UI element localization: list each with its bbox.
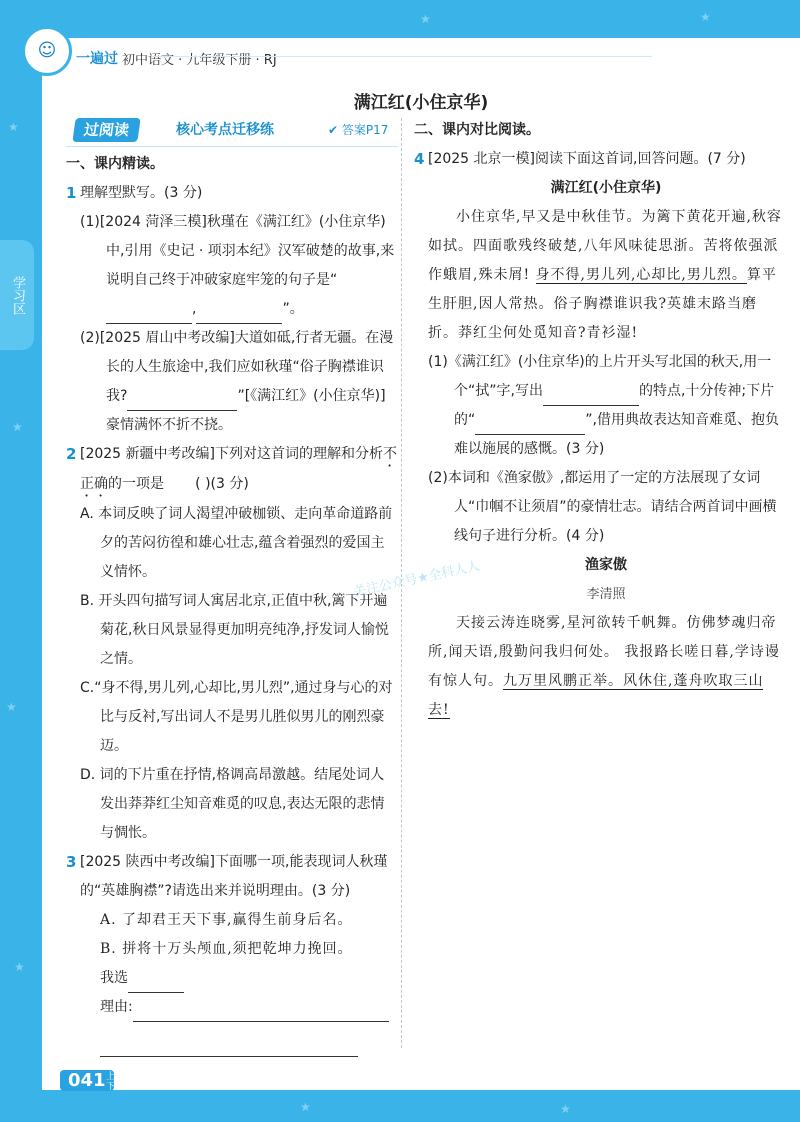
option-a: A. 了却君王天下事,赢得生前身后名。	[100, 912, 353, 928]
brand-name: 一遍过	[76, 51, 118, 67]
question-3	[66, 848, 398, 1057]
star-icon: ★	[8, 120, 19, 134]
answer-blank[interactable]	[106, 305, 192, 324]
question-number: 1	[66, 184, 77, 202]
header-divider	[152, 56, 652, 57]
poem-text: 天接云涛连晓雾,星河欲转千帆舞。仿佛梦魂归帝所,闻天语,殷勤问我归何处。 我报路长嗟日暮,学诗谩有惊人句。九万里风鹏正举。风休住,蓬舟吹取三山去!	[428, 615, 780, 718]
poem-title: 满江红(小住京华)	[550, 180, 662, 196]
poem-text: 小住京华,早又是中秋佳节。为篱下黄花开遍,秋容如拭。四面歌残终破楚,八年风味徒思浙。苦将侬强派作蛾眉,殊未屑! 身不得,男儿列,心却比,男儿烈。算平生肝胆,因人常热。俗子胸襟谁识我?英雄末路当磨折。莽红尘何处觅知音?青衫湿!	[428, 209, 782, 341]
section-heading-1: 一、课内精读。	[66, 156, 164, 172]
check-icon: ✔	[328, 123, 342, 137]
question-number: 2	[66, 445, 77, 463]
answer-blank[interactable]	[196, 305, 282, 324]
banner-underline	[66, 146, 398, 147]
watermark: 关注公众号★全科人人	[352, 558, 482, 601]
left-column	[66, 116, 398, 1057]
emphasis-text: 不正确	[80, 446, 398, 492]
option-a: A. 本词反映了词人渴望冲破枷锁、走向革命道路前夕的苦闷彷徨和雄心壮志,蕴含着强烈的爱国主义情怀。	[80, 506, 393, 580]
option-b: B. 开头四句描写词人寓居北京,正值中秋,篱下开遍菊花,秋日风景显得更加明亮纯净,抒发词人愉悦之情。	[80, 593, 389, 667]
star-icon: ★	[14, 960, 25, 974]
question-number: 4	[414, 150, 425, 168]
star-icon: ★	[300, 1100, 311, 1114]
reason-line: 理由:	[80, 993, 398, 1022]
star-icon: ★	[560, 1102, 571, 1116]
reason-blank[interactable]	[100, 1038, 358, 1057]
answer-ref-text: 答案P17	[341, 123, 389, 137]
question-number: 3	[66, 853, 77, 871]
answer-blank[interactable]	[543, 387, 639, 406]
question-2	[66, 440, 398, 848]
section-heading-2: 二、课内对比阅读。	[414, 122, 540, 138]
section-banner	[66, 116, 398, 146]
option-b: B. 拼将十万头颅血,须把乾坤力挽回。	[100, 941, 353, 957]
page-title: 满江红(小住京华)	[353, 93, 489, 113]
underlined-line: 身不得,男儿列,心却比,男儿烈。	[535, 267, 747, 283]
poem-title: 渔家傲	[585, 557, 627, 573]
footer-note: 上课认真听 下课练天天	[106, 1072, 152, 1092]
star-icon: ★	[700, 10, 711, 24]
underlined-line: 九万里风鹏正举。风休住,蓬舟吹取三山去!	[428, 673, 764, 718]
sub-question-1: (1)[2024 菏泽三模]秋瑾在《满江红》(小住京华)中,引用《史记 · 项羽本纪》汉军破楚的故事,来说明自己终于冲破家庭牢笼的句子是“, ”。	[80, 208, 398, 324]
right-column	[414, 116, 784, 725]
sidebar-tab[interactable]: 学习区	[0, 240, 34, 350]
choice-blank[interactable]	[128, 974, 184, 993]
question-stem: [2025 北京一模]阅读下面这首词,回答问题。(7 分)	[428, 151, 746, 167]
header	[37, 38, 800, 86]
choice-line: 我选	[80, 964, 398, 993]
page-number: 041	[60, 1070, 114, 1091]
option-c: C.“身不得,男儿列,心却比,男儿烈”,通过身与心的对比与反衬,写出词人不是男儿胜似男儿的刚烈豪迈。	[80, 680, 393, 754]
bird-mascot-icon: ☺	[22, 26, 72, 76]
sub-question-2: (2)本词和《渔家傲》,都运用了一定的方法展现了女词人“巾帼不让须眉”的豪情壮志。请结合两首词中画横线句子进行分析。(4 分)	[428, 470, 777, 544]
answer-paren[interactable]: ( )	[195, 476, 211, 492]
star-icon: ★	[12, 420, 23, 434]
reason-line-2	[80, 1022, 398, 1057]
sub-question-1: (1)《满江红》(小住京华)的上片开头写北国的秋天,用一个“拭”字,写出 的特点,十分传神;下片的“ ”,借用典故表达知音难觅、抱负难以施展的感慨。(3 分)	[428, 354, 779, 457]
question-4	[414, 145, 784, 725]
banner-tag: 过阅读	[72, 118, 140, 142]
poem-author: 李清照	[586, 587, 626, 602]
star-icon: ★	[6, 700, 17, 714]
star-icon: ★	[420, 12, 431, 26]
banner-subtitle: 核心考点迁移练	[176, 122, 274, 138]
answer-reference	[328, 120, 388, 140]
question-stem: [2025 新疆中考改编]下列对这首词的理解和分析不正确的一项是 ( )(3 分)	[80, 446, 398, 492]
reason-blank[interactable]	[133, 1003, 389, 1022]
sub-question-2: (2)[2025 眉山中考改编]大道如砥,行者无疆。在漫长的人生旅途中,我们应如秋瑾“俗子胸襟谁识我? ”[《满江红》(小住京华)]豪情满怀不折不挠。	[80, 330, 394, 433]
course-title: 初中语文 · 九年级下册 · RJ	[122, 53, 277, 68]
question-stem: 理解型默写。(3 分)	[80, 185, 203, 201]
footer-band	[0, 1092, 800, 1122]
answer-blank[interactable]	[475, 416, 585, 435]
question-1	[66, 179, 398, 440]
question-stem: [2025 陕西中考改编]下面哪一项,能表现词人秋瑾的“英雄胸襟”?请选出来并说明理由。(3 分)	[80, 854, 388, 899]
option-d: D. 词的下片重在抒情,格调高昂激越。结尾处词人发出莽莽红尘知音难觅的叹息,表达无限的悲情与惆怅。	[80, 767, 385, 841]
worksheet-page	[37, 38, 800, 1090]
answer-blank[interactable]	[127, 392, 237, 411]
